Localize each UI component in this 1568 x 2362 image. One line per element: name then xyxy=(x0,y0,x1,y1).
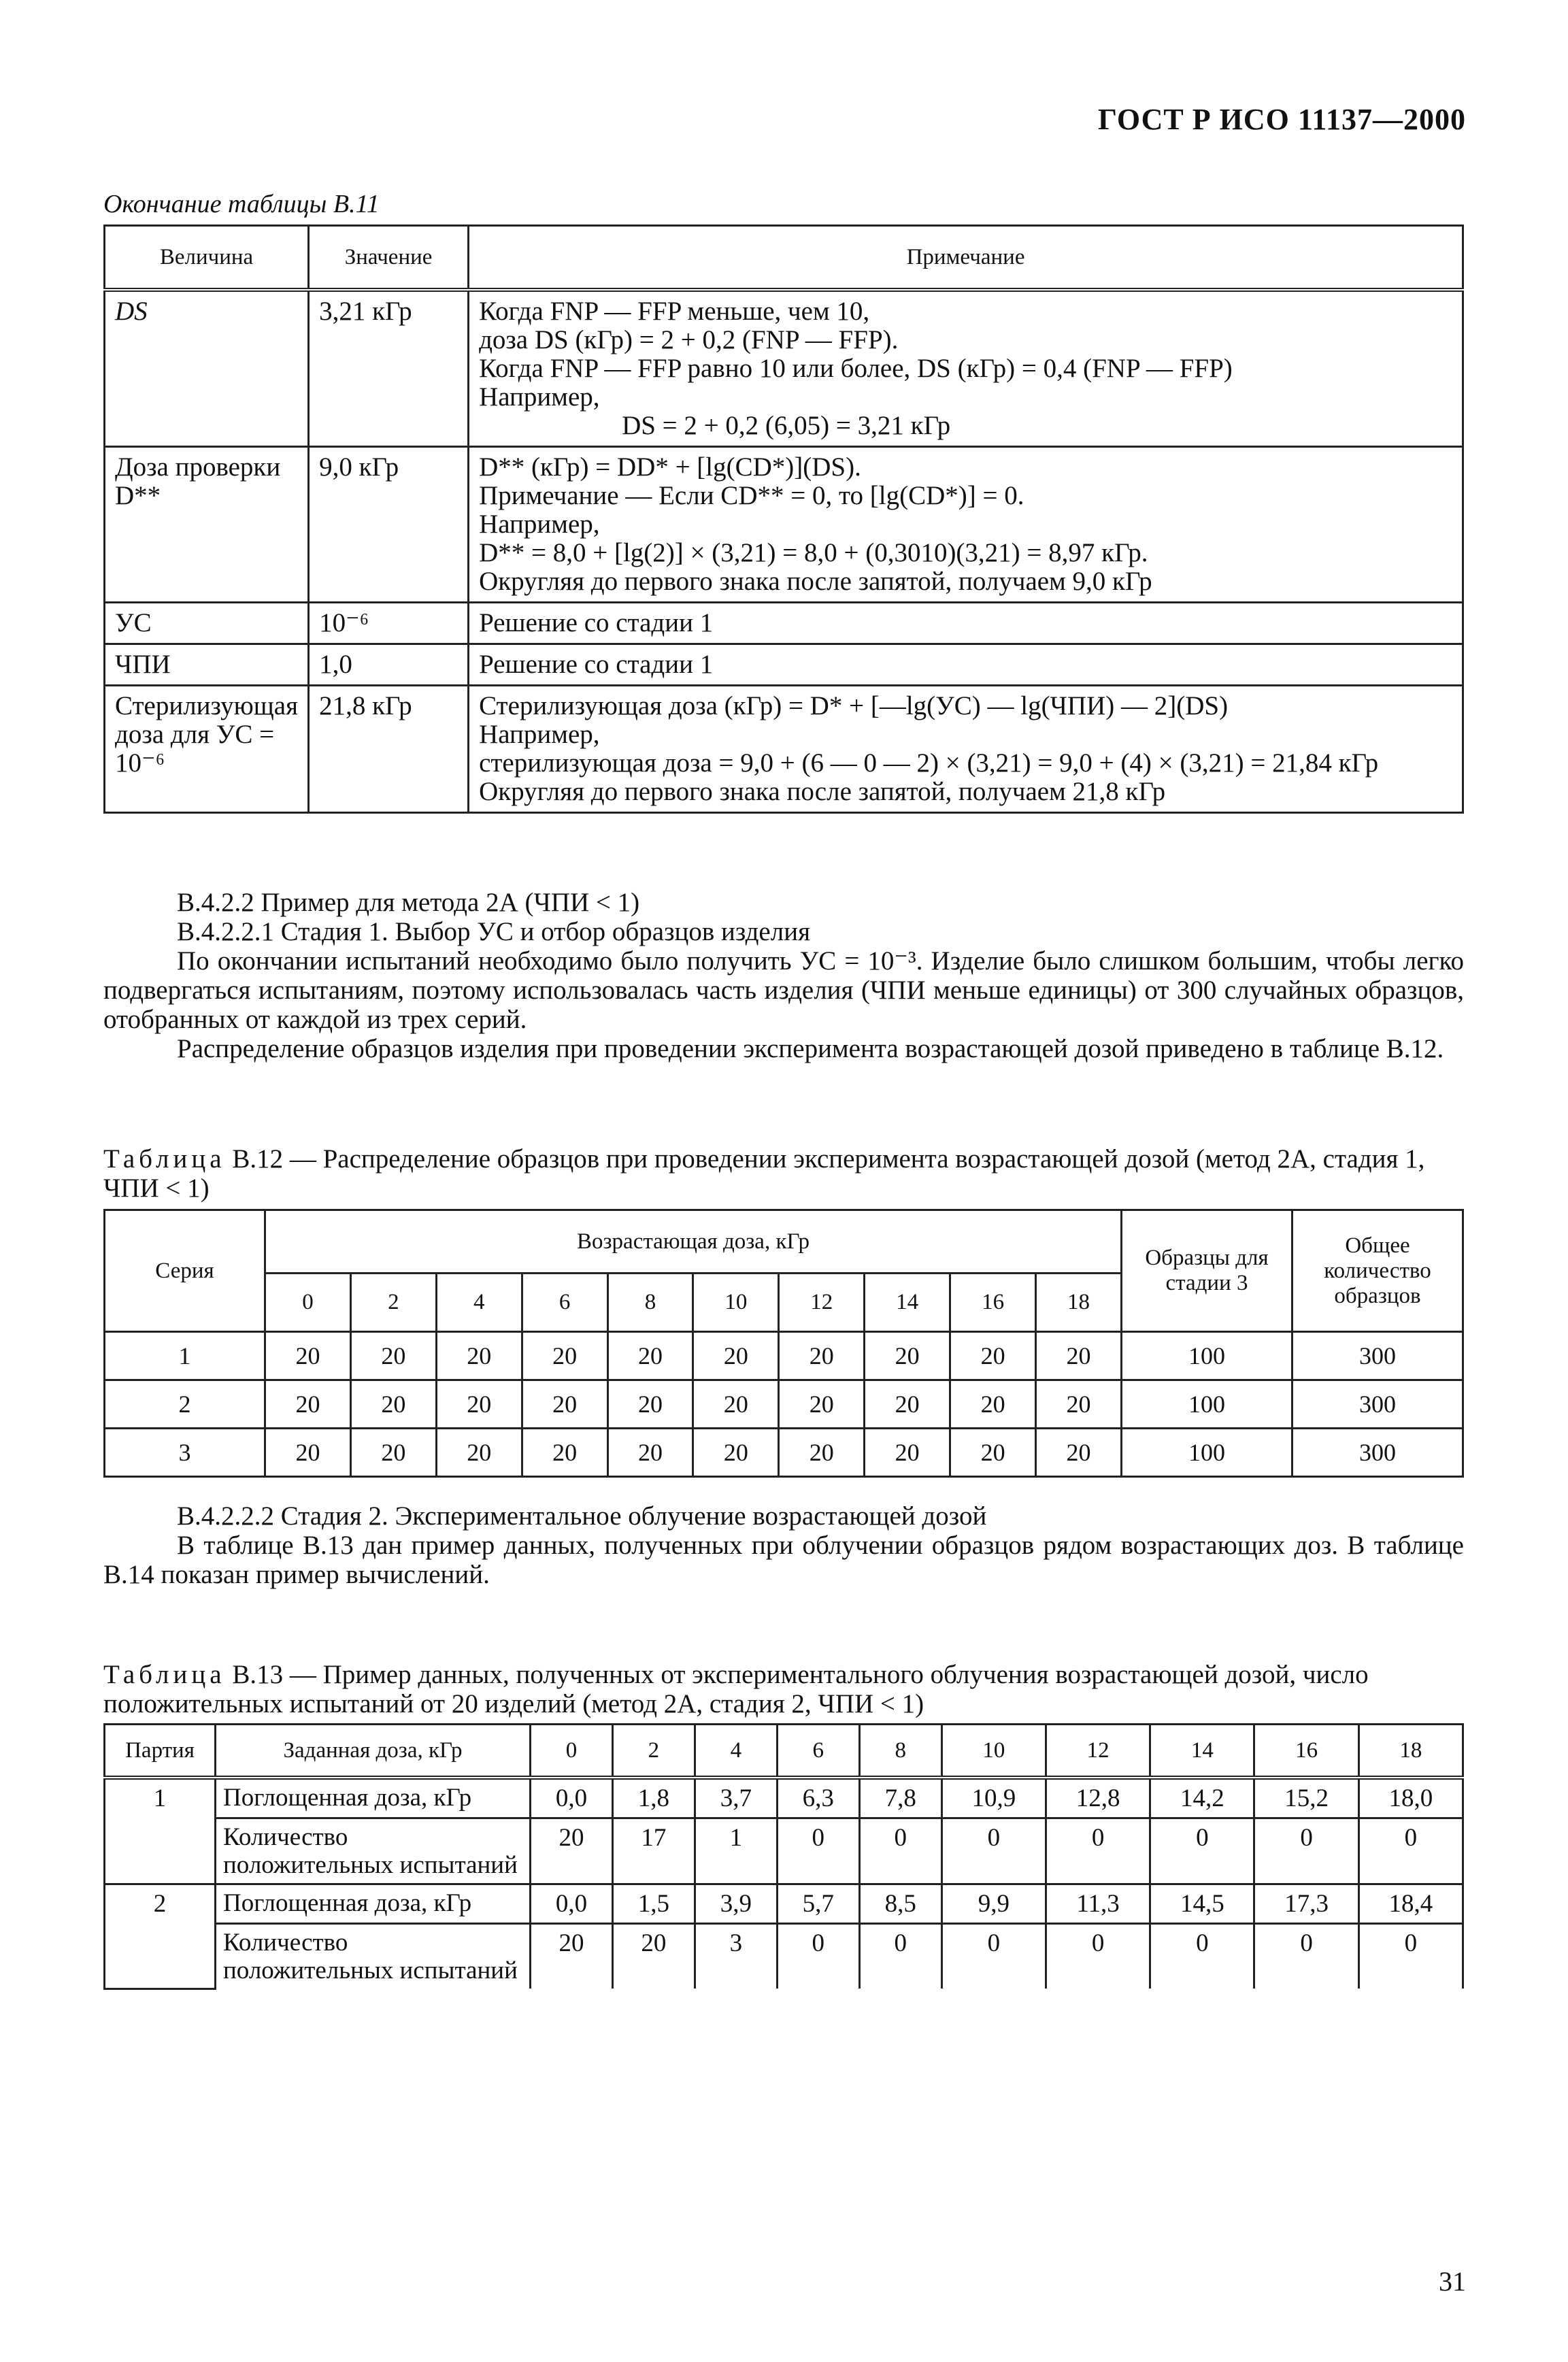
paragraph: В.4.2.2.1 Стадия 1. Выбор УС и отбор образцов изделия xyxy=(177,917,811,946)
positives-count-cell: 0 xyxy=(1046,1818,1150,1884)
absorbed-dose-cell: 9,9 xyxy=(941,1884,1046,1924)
positives-count-cell: 0 xyxy=(777,1818,859,1884)
dose-header-cell: 12 xyxy=(779,1274,865,1332)
note-line: D** = 8,0 + [lg(2)] × (3,21) = 8,0 + (0,3010)(3,21) = 8,97 кГр. xyxy=(479,538,1148,567)
dose-count-cell: 20 xyxy=(693,1429,779,1477)
table-row xyxy=(105,447,1463,603)
absorbed-dose-cell: 15,2 xyxy=(1254,1778,1358,1818)
paragraph: По окончании испытаний необходимо было получить УС = 10⁻³. Изделие было слишком большим, чтобы легко подвергаться испытаниям, поэтому использовалась часть изделия (ЧПИ меньше единицы) от 300 случайных образцов, отобранных от каждой из трех серий. xyxy=(103,946,1464,1034)
table-label: Таблица xyxy=(103,1144,226,1174)
table-b11-continuation-caption: Окончание таблицы В.11 xyxy=(103,190,380,218)
table-row xyxy=(105,1884,1463,1924)
positives-count-cell: 0 xyxy=(1150,1924,1254,1989)
table-row xyxy=(105,644,1463,686)
positives-count-cell: 0 xyxy=(777,1924,859,1989)
absorbed-dose-cell: 0,0 xyxy=(531,1884,613,1924)
dose-count-cell: 20 xyxy=(265,1332,351,1380)
dose-header-cell: 16 xyxy=(1254,1725,1358,1778)
absorbed-dose-cell: 18,4 xyxy=(1358,1884,1463,1924)
value-cell: 9,0 кГр xyxy=(309,447,469,603)
dose-count-cell: 20 xyxy=(522,1332,607,1380)
dose-count-cell: 20 xyxy=(779,1380,865,1429)
note-line: DS = 2 + 0,2 (6,05) = 3,21 кГр xyxy=(622,411,951,440)
note-line: Например, xyxy=(479,510,600,539)
table-header-row xyxy=(105,1725,1463,1778)
absorbed-dose-cell: 1,8 xyxy=(612,1778,695,1818)
table-title: В.13 — Пример данных, полученных от экспериментального облучения возрастающей дозой, число положительных испытаний от 20 изделий (метод 2А, стадия 2, ЧПИ < 1) xyxy=(103,1660,1369,1718)
absorbed-dose-cell: 7,8 xyxy=(859,1778,941,1818)
quantity-cell: Стерилизующая доза для УС = 10⁻⁶ xyxy=(105,686,309,813)
absorbed-dose-label: Поглощенная доза, кГр xyxy=(216,1778,531,1818)
table-title: В.12 — Распределение образцов при проведении эксперимента возрастающей дозой (метод 2А, стадия 1, ЧПИ < 1) xyxy=(103,1144,1425,1203)
paragraph: В.4.2.2.2 Стадия 2. Экспериментальное облучение возрастающей дозой xyxy=(177,1501,987,1531)
dose-count-cell: 20 xyxy=(350,1429,436,1477)
positives-count-cell: 1 xyxy=(695,1818,777,1884)
positives-count-cell: 0 xyxy=(1254,1818,1358,1884)
positives-count-cell: 0 xyxy=(1254,1924,1358,1989)
dose-count-cell: 20 xyxy=(950,1429,1036,1477)
table-b12 xyxy=(103,1209,1464,1478)
positives-count-cell: 17 xyxy=(612,1818,695,1884)
note-line: Округляя до первого знака после запятой, получаем 21,8 кГр xyxy=(479,777,1166,806)
absorbed-dose-cell: 0,0 xyxy=(531,1778,613,1818)
dose-header-cell: 10 xyxy=(693,1274,779,1332)
page-number: 31 xyxy=(1439,2266,1466,2297)
note-line: Округляя до первого знака после запятой, получаем 9,0 кГр xyxy=(479,567,1152,596)
dose-header-cell: 4 xyxy=(695,1725,777,1778)
absorbed-dose-cell: 14,5 xyxy=(1150,1884,1254,1924)
dose-header-cell: 8 xyxy=(607,1274,693,1332)
dose-count-cell: 20 xyxy=(436,1380,522,1429)
absorbed-dose-cell: 17,3 xyxy=(1254,1884,1358,1924)
positives-count-cell: 0 xyxy=(1358,1818,1463,1884)
absorbed-dose-cell: 18,0 xyxy=(1358,1778,1463,1818)
table-b11 xyxy=(103,224,1464,814)
value-cell: 3,21 кГр xyxy=(309,290,469,447)
absorbed-dose-cell: 11,3 xyxy=(1046,1884,1150,1924)
column-header-value: Значение xyxy=(309,226,469,290)
quantity-cell: Доза проверки D** xyxy=(105,447,309,603)
note-line: D** (кГр) = DD* + [lg(CD*)](DS). xyxy=(479,452,861,482)
dose-header-cell: 4 xyxy=(436,1274,522,1332)
absorbed-dose-cell: 10,9 xyxy=(941,1778,1046,1818)
table-row xyxy=(105,290,1463,447)
quantity-cell: ЧПИ xyxy=(105,644,309,686)
note-line: Когда FNP — FFP равно 10 или более, DS (кГр) = 0,4 (FNP — FFP) xyxy=(479,354,1233,383)
positives-count-cell: 0 xyxy=(941,1818,1046,1884)
stage3-cell: 100 xyxy=(1122,1380,1292,1429)
dose-count-cell: 20 xyxy=(950,1332,1036,1380)
dose-header-cell: 12 xyxy=(1046,1725,1150,1778)
note-line: Стерилизующая доза (кГр) = D* + [—lg(УС) — lg(ЧПИ) — 2](DS) xyxy=(479,691,1229,720)
dose-header-cell: 10 xyxy=(941,1725,1046,1778)
dose-header-cell: 0 xyxy=(531,1725,613,1778)
dose-count-cell: 20 xyxy=(607,1332,693,1380)
batch-id-cell: 1 xyxy=(105,1778,216,1884)
positives-count-cell: 20 xyxy=(531,1924,613,1989)
note-line: доза DS (кГр) = 2 + 0,2 (FNP — FFP). xyxy=(479,325,899,354)
table-header-row xyxy=(105,226,1463,290)
dose-header-cell: 18 xyxy=(1358,1725,1463,1778)
note-line: Например, xyxy=(479,720,600,749)
table-row xyxy=(105,1380,1463,1429)
dose-count-cell: 20 xyxy=(693,1332,779,1380)
table-row xyxy=(105,1332,1463,1380)
dose-count-cell: 20 xyxy=(1036,1429,1122,1477)
section-b42222-text xyxy=(103,1501,1464,1589)
positives-count-cell: 0 xyxy=(941,1924,1046,1989)
dose-count-cell: 20 xyxy=(436,1332,522,1380)
dose-count-cell: 20 xyxy=(607,1380,693,1429)
dose-count-cell: 20 xyxy=(865,1332,950,1380)
absorbed-dose-cell: 8,5 xyxy=(859,1884,941,1924)
value-cell: 10⁻⁶ xyxy=(309,603,469,644)
note-cell xyxy=(469,290,1463,447)
dose-count-cell: 20 xyxy=(607,1429,693,1477)
positives-count-cell: 3 xyxy=(695,1924,777,1989)
column-header-batch: Партия xyxy=(105,1725,216,1778)
column-header-series: Серия xyxy=(105,1210,265,1332)
note-cell xyxy=(469,686,1463,813)
absorbed-dose-cell: 1,5 xyxy=(612,1884,695,1924)
table-row xyxy=(105,1924,1463,1989)
dose-header-cell: 6 xyxy=(777,1725,859,1778)
table-row xyxy=(105,1429,1463,1477)
dose-header-cell: 14 xyxy=(1150,1725,1254,1778)
value-cell: 21,8 кГр xyxy=(309,686,469,813)
absorbed-dose-cell: 14,2 xyxy=(1150,1778,1254,1818)
absorbed-dose-cell: 12,8 xyxy=(1046,1778,1150,1818)
positives-count-cell: 0 xyxy=(859,1818,941,1884)
dose-count-cell: 20 xyxy=(693,1380,779,1429)
dose-header-cell: 18 xyxy=(1036,1274,1122,1332)
positives-count-cell: 0 xyxy=(859,1924,941,1989)
dose-count-cell: 20 xyxy=(265,1380,351,1429)
positives-count-cell: 0 xyxy=(1150,1818,1254,1884)
positives-count-cell: 20 xyxy=(531,1818,613,1884)
table-row xyxy=(105,1778,1463,1818)
positives-label: Количество положительных испытаний xyxy=(216,1924,531,1989)
document-standard-id: ГОСТ Р ИСО 11137—2000 xyxy=(1097,103,1466,136)
dose-header-cell: 2 xyxy=(612,1725,695,1778)
dose-count-cell: 20 xyxy=(1036,1380,1122,1429)
column-header-note: Примечание xyxy=(469,226,1463,290)
paragraph: Распределение образцов изделия при проведении эксперимента возрастающей дозой приведено в таблице В.12. xyxy=(177,1034,1444,1063)
positives-label: Количество положительных испытаний xyxy=(216,1818,531,1884)
dose-header-cell: 8 xyxy=(859,1725,941,1778)
dose-count-cell: 20 xyxy=(265,1429,351,1477)
paragraph: В.4.2.2 Пример для метода 2А (ЧПИ < 1) xyxy=(177,888,640,917)
positives-count-cell: 20 xyxy=(612,1924,695,1989)
note-line: Когда FNP — FFP меньше, чем 10, xyxy=(479,297,870,326)
column-header-stage3: Образцы для стадии 3 xyxy=(1122,1210,1292,1332)
dose-count-cell: 20 xyxy=(865,1380,950,1429)
dose-count-cell: 20 xyxy=(350,1380,436,1429)
table-label: Таблица xyxy=(103,1660,226,1689)
stage3-cell: 100 xyxy=(1122,1332,1292,1380)
table-b13-caption xyxy=(103,1660,1464,1718)
dose-count-cell: 20 xyxy=(1036,1332,1122,1380)
series-cell: 1 xyxy=(105,1332,265,1380)
table-row xyxy=(105,1818,1463,1884)
dose-header-cell: 16 xyxy=(950,1274,1036,1332)
note-line: Примечание — Если CD** = 0, то [lg(CD*)] = 0. xyxy=(479,481,1024,510)
table-row xyxy=(105,686,1463,813)
total-cell: 300 xyxy=(1292,1429,1463,1477)
dose-header-cell: 0 xyxy=(265,1274,351,1332)
column-header-dose: Возрастающая доза, кГр xyxy=(265,1210,1122,1274)
table-b12-caption xyxy=(103,1144,1464,1203)
paragraph: В таблице В.13 дан пример данных, полученных при облучении образцов рядом возрастающих доз. В таблице В.14 показан пример вычислений. xyxy=(103,1531,1464,1589)
dose-count-cell: 20 xyxy=(436,1429,522,1477)
absorbed-dose-cell: 3,9 xyxy=(695,1884,777,1924)
stage3-cell: 100 xyxy=(1122,1429,1292,1477)
section-b4222-text xyxy=(103,888,1464,1063)
absorbed-dose-label: Поглощенная доза, кГр xyxy=(216,1884,531,1924)
table-b13 xyxy=(103,1723,1464,1990)
quantity-cell: УС xyxy=(105,603,309,644)
positives-count-cell: 0 xyxy=(1358,1924,1463,1989)
batch-id-cell: 2 xyxy=(105,1884,216,1989)
dose-header-cell: 6 xyxy=(522,1274,607,1332)
total-cell: 300 xyxy=(1292,1332,1463,1380)
quantity-cell: DS xyxy=(105,290,309,447)
dose-header-cell: 14 xyxy=(865,1274,950,1332)
column-header-set-dose: Заданная доза, кГр xyxy=(216,1725,531,1778)
column-header-total: Общее количество образцов xyxy=(1292,1210,1463,1332)
dose-count-cell: 20 xyxy=(950,1380,1036,1429)
note-cell: Решение со стадии 1 xyxy=(469,603,1463,644)
table-row xyxy=(105,603,1463,644)
positives-count-cell: 0 xyxy=(1046,1924,1150,1989)
dose-count-cell: 20 xyxy=(865,1429,950,1477)
note-line: стерилизующая доза = 9,0 + (6 — 0 — 2) × (3,21) = 9,0 + (4) × (3,21) = 21,84 кГр xyxy=(479,748,1379,778)
absorbed-dose-cell: 6,3 xyxy=(777,1778,859,1818)
series-cell: 3 xyxy=(105,1429,265,1477)
note-cell: Решение со стадии 1 xyxy=(469,644,1463,686)
absorbed-dose-cell: 3,7 xyxy=(695,1778,777,1818)
total-cell: 300 xyxy=(1292,1380,1463,1429)
dose-count-cell: 20 xyxy=(350,1332,436,1380)
series-cell: 2 xyxy=(105,1380,265,1429)
value-cell: 1,0 xyxy=(309,644,469,686)
note-cell xyxy=(469,447,1463,603)
dose-header-cell: 2 xyxy=(350,1274,436,1332)
note-line: Например, xyxy=(479,382,600,412)
absorbed-dose-cell: 5,7 xyxy=(777,1884,859,1924)
column-header-quantity: Величина xyxy=(105,226,309,290)
dose-count-cell: 20 xyxy=(522,1380,607,1429)
dose-count-cell: 20 xyxy=(779,1429,865,1477)
table-header-row xyxy=(105,1210,1463,1274)
dose-count-cell: 20 xyxy=(522,1429,607,1477)
dose-count-cell: 20 xyxy=(779,1332,865,1380)
